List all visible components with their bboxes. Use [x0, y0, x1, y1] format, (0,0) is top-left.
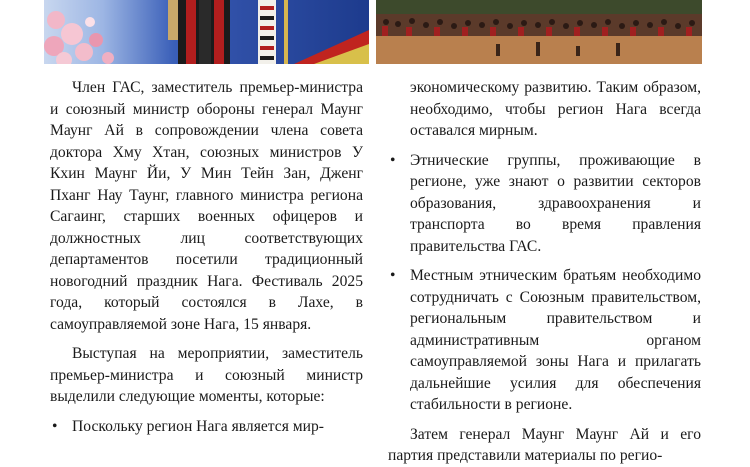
bullet-text: Этнические группы, проживающие в регионе, уже знают о развитии секторов образования, здравоохранения и транспорта во время правления правительства ГАС.	[410, 151, 701, 255]
article-paragraph-intro: Член ГАС, заместитель премьер-министра и союзный министр обороны генерал Маунг Маунг Ай в сопровождении члена совета доктора Хму Хтан, союзных министров У Кхин Маунг Йи, У Мин Тейн Зан, Дженг Пханг Нау Таунг, главного министра региона Сагаинг, старших военных офицеров и должностных лиц соответствующих департаментов посетили традиционный новогодний праздник Нага. Фестиваль 2025 года, который состоялся в Лахе, в самоуправляемой зоне Нага, 15 января.	[50, 79, 363, 333]
bullet-dot: •	[390, 267, 396, 284]
article-paragraph-speech: Выступая на мероприятии, заместитель премьер-министра и союзный министр выделили следующие моменты, которые:	[50, 345, 363, 405]
bullet-item-1	[50, 416, 363, 438]
bullet-dot: •	[390, 151, 396, 169]
ceremony-photo-illustration	[44, 0, 369, 64]
bullet-dot: •	[52, 417, 58, 435]
bullet-text: Поскольку регион Нага является мир-	[72, 417, 324, 435]
crowd-photo-illustration	[376, 0, 702, 64]
article-column-left	[50, 77, 363, 437]
event-photo-right	[376, 0, 702, 64]
bullet-item-2	[388, 150, 701, 258]
bullet-text: Местным этническим братьям необходимо сотрудничать с Союзным правительством, региональным правительством и административным органом самоуправляемой зоны Нага и прилагать дальнейшие усилия для обеспечения стабильности в регионе.	[410, 267, 701, 413]
article-paragraph-closing: Затем генерал Маунг Маунг Ай и его партия представили материалы по регио-	[388, 425, 701, 464]
bullet-1-continuation: экономическому развитию. Таким образом, необходимо, чтобы регион Нага всегда оставался мирным.	[410, 79, 701, 139]
event-photo-left	[44, 0, 369, 64]
article-column-right	[388, 77, 701, 467]
bullet-item-3	[388, 265, 701, 416]
